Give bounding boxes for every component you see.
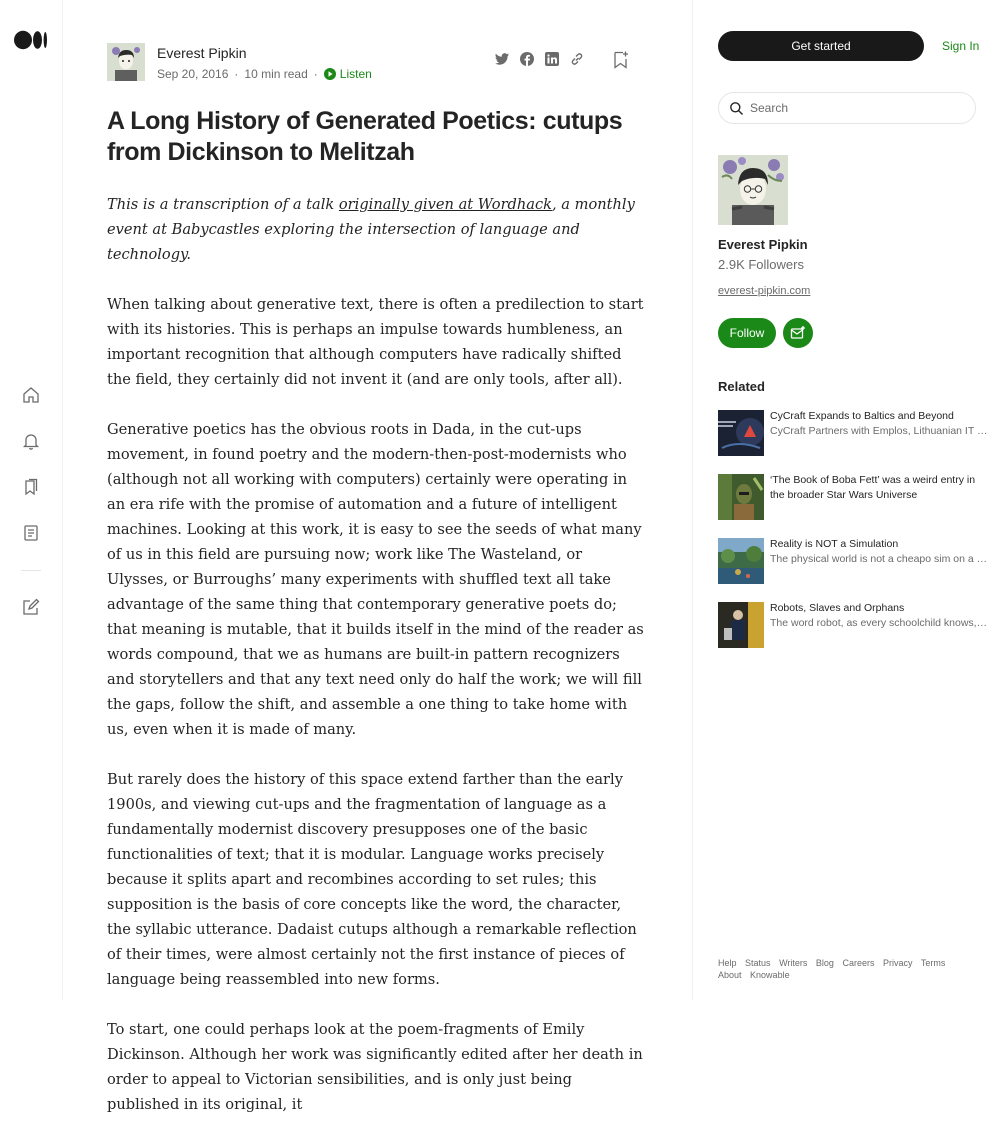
footer-link-knowable[interactable]: Knowable: [750, 970, 790, 980]
listen-label: Listen: [339, 67, 372, 81]
related-thumbnail: [718, 602, 764, 648]
rail-divider: [21, 570, 41, 571]
author-website-link[interactable]: everest-pipkin.com: [718, 285, 811, 297]
author-profile-avatar[interactable]: [718, 155, 788, 225]
related-item[interactable]: [718, 410, 988, 456]
related-item[interactable]: [718, 474, 978, 520]
left-rail: [0, 0, 63, 1000]
twitter-icon[interactable]: [494, 51, 510, 67]
footer-link-help[interactable]: Help: [718, 958, 737, 968]
article-paragraph: Generative poetics has the obvious roots in Dada, in the cut-ups movement, in found poetry and the modern-then-post-modernists who (although not all working with computers) certainly were operating in an era rife with the promise of automation and a future of intelligent machines. Looking at this work, it is easy to see the seeds of what many of us in this field are pursuing now; work like The Wasteland, or Ulysses, or Burroughs’ many experiments with shuffled text all take advantage of the same thing that contemporary generative poets do; that meaning is mutable, that it builds itself in the mind of the reader as words compound, that we as humans are built-in pattern recognizers and storytellers and that any text need only do half the work; we will fill the gaps, follow the shift, and assemble a one thing to take home with us, even when it is made of many.: [107, 421, 644, 738]
footer-link-status[interactable]: Status: [745, 958, 771, 968]
related-title[interactable]: Robots, Slaves and Orphans: [770, 602, 905, 614]
article-paragraph: To start, one could perhaps look at the poem-fragments of Emily Dickinson. Although her work was significantly edited after her death in order to appeal to Victorian sensibilities, and is only just being published in its original, it: [107, 1021, 643, 1113]
related-thumbnail: [718, 410, 764, 456]
subscribe-mail-icon: [790, 325, 806, 341]
author-row: [107, 43, 647, 83]
linkedin-icon[interactable]: [544, 51, 560, 67]
related-thumbnail: [718, 474, 764, 520]
read-time: 10 min read: [244, 67, 308, 81]
intro-text: This is a transcription of a talk: [107, 196, 339, 213]
right-sidebar: [692, 0, 1000, 1000]
intro-text: , a monthly event at Babycastles exploring the intersection of language and technology.: [107, 196, 635, 263]
footer-link-writers[interactable]: Writers: [779, 958, 808, 968]
bookmark-add-icon[interactable]: [612, 50, 630, 70]
bell-icon[interactable]: [21, 431, 41, 451]
followers-count[interactable]: 2.9K Followers: [718, 257, 804, 272]
listen-button[interactable]: [324, 67, 372, 81]
stories-icon[interactable]: [21, 523, 41, 543]
article-paragraph: When talking about generative text, there is often a predilection to start with its histories. This is perhaps an impulse towards humbleness, an important recognition that although computers have radically shifted the field, they certainly did not invent it (and are only tools, after all).: [107, 296, 644, 388]
play-icon: [324, 68, 336, 80]
follow-button[interactable]: Follow: [718, 318, 776, 348]
related-snippet: The word robot, as every schoolchild knows,…: [770, 617, 988, 629]
home-icon[interactable]: [21, 385, 41, 405]
author-avatar[interactable]: [107, 43, 145, 81]
meta-dot: ·: [313, 67, 318, 81]
medium-logo-icon[interactable]: [14, 30, 48, 50]
bookmarks-icon[interactable]: [21, 477, 41, 497]
article-paragraph: But rarely does the history of this space extend farther than the early 1900s, and viewing cut-ups and the fragmentation of language as a fundamentally modernist discovery presupposes one of the basic functionalities of text; that it is modular. Language works precisely because it splits apart and recombines according to set rules; this supposition is the basis of core concepts like the word, the character, the syllabic utterance. Dadaist cutups although a remarkable reflection of their times, were almost certainly not the first instance of pieces of language being reassembled into new forms.: [107, 771, 637, 988]
article-meta: [157, 67, 372, 81]
search-icon: [729, 101, 744, 116]
footer-link-terms[interactable]: Terms: [920, 958, 946, 968]
related-snippet: The physical world is not a cheapo sim on a …: [770, 553, 988, 565]
article-body: [107, 192, 647, 1142]
publish-date: Sep 20, 2016: [157, 67, 229, 81]
footer-link-about[interactable]: About: [718, 970, 742, 980]
author-name[interactable]: Everest Pipkin: [157, 45, 247, 61]
related-snippet: CyCraft Partners with Emplos, Lithuanian IT …: [770, 425, 988, 437]
footer-link-careers[interactable]: Careers: [842, 958, 875, 968]
meta-dot: ·: [234, 67, 239, 81]
subscribe-button[interactable]: [783, 318, 813, 348]
related-title[interactable]: ‘The Book of Boba Fett’ was a weird entry in the broader Star Wars Universe: [770, 474, 976, 501]
related-item[interactable]: [718, 602, 988, 648]
facebook-icon[interactable]: [519, 51, 535, 67]
article-title: A Long History of Generated Poetics: cutups from Dickinson to Melitzah: [107, 107, 623, 166]
sign-in-link[interactable]: Sign In: [942, 39, 980, 53]
footer-link-privacy[interactable]: Privacy: [882, 958, 913, 968]
link-icon[interactable]: [569, 51, 585, 67]
search-box[interactable]: [718, 92, 976, 124]
write-icon[interactable]: [21, 597, 41, 617]
search-input[interactable]: [750, 99, 960, 117]
sidebar-author-name[interactable]: Everest Pipkin: [718, 237, 808, 252]
related-title[interactable]: CyCraft Expands to Baltics and Beyond: [770, 410, 954, 422]
related-title[interactable]: Reality is NOT a Simulation: [770, 538, 899, 550]
related-item[interactable]: [718, 538, 988, 584]
related-thumbnail: [718, 538, 764, 584]
sidebar-footer: [718, 957, 978, 981]
get-started-button[interactable]: Get started: [718, 31, 924, 61]
related-heading: Related: [718, 379, 765, 394]
article-intro: [107, 192, 647, 267]
wordhack-link[interactable]: originally given at Wordhack: [338, 196, 553, 213]
footer-link-blog[interactable]: Blog: [815, 958, 834, 968]
